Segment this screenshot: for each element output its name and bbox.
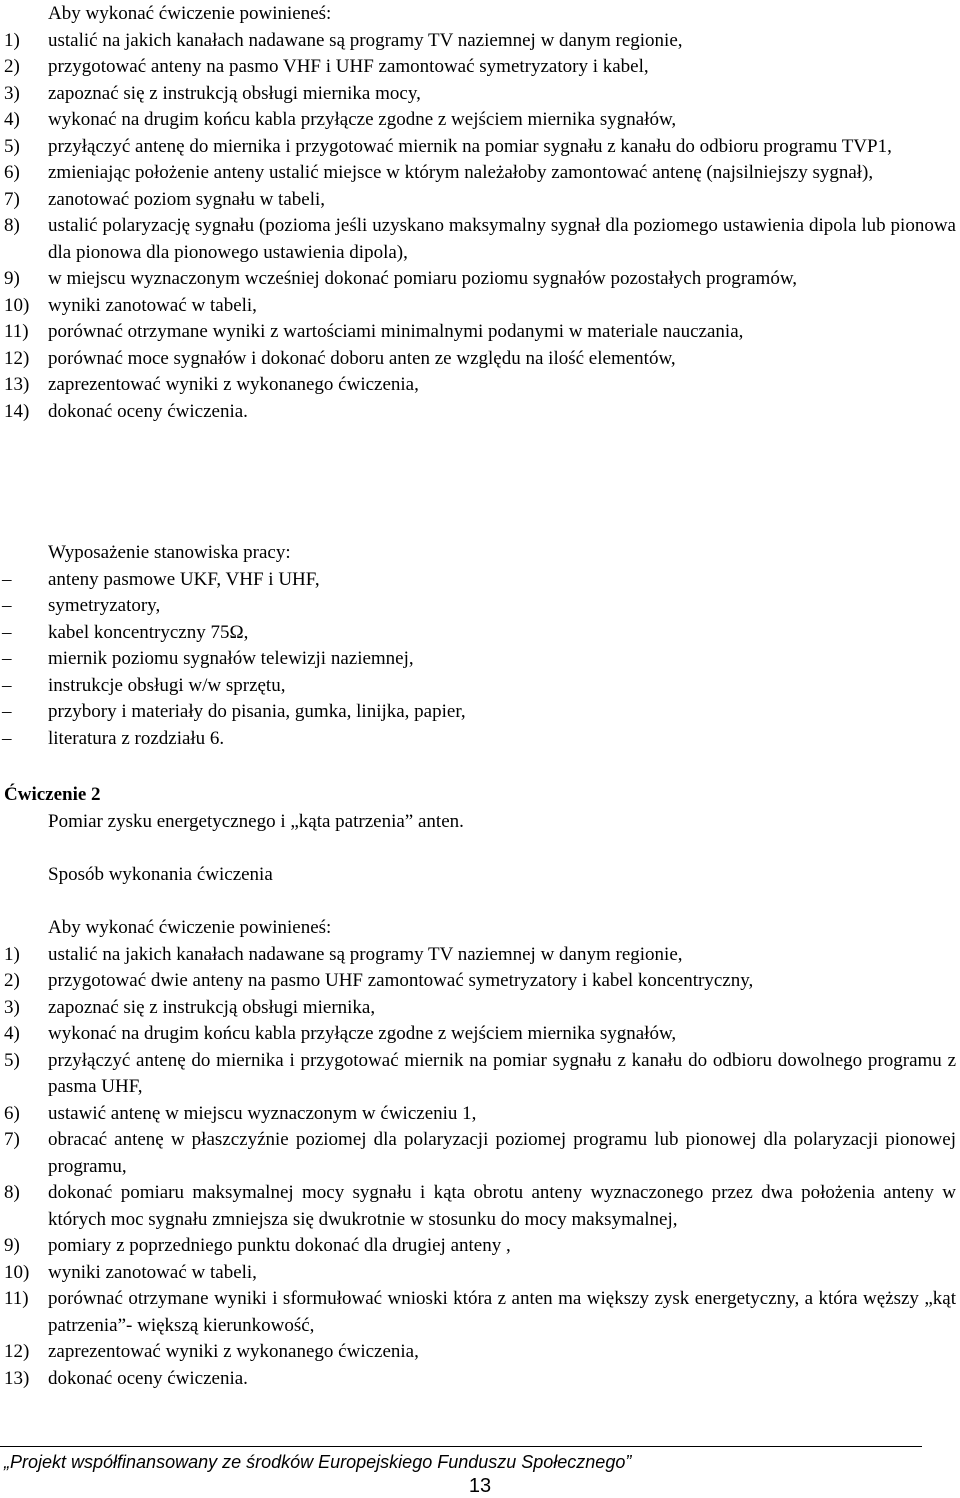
list-item-text: zaprezentować wyniki z wykonanego ćwiczenia, (48, 1341, 419, 1362)
list-item-number: 8) (4, 215, 20, 236)
equipment-item-text: miernik poziomu sygnałów telewizji naziemnej, (48, 648, 414, 669)
list-item-text: przygotować dwie anteny na pasmo UHF zamontować symetryzatory i kabel koncentryczny, (48, 970, 754, 991)
list-item-text: zanotować poziom sygnału w tabeli, (48, 188, 326, 210)
equipment-item (0, 699, 956, 726)
list-item-text: porównać otrzymane wyniki z wartościami minimalnymi podanymi w materiale nauczania, (48, 321, 744, 342)
list-item (0, 160, 956, 187)
equipment-item-text: literatura z rozdziału 6. (48, 727, 225, 749)
list-item (0, 995, 956, 1022)
instructions-intro: Aby wykonać ćwiczenie powinieneś: (48, 3, 332, 24)
footer-divider (0, 1446, 922, 1447)
list-item-number: 7) (4, 1129, 20, 1150)
list-item (0, 1286, 956, 1339)
list-item (0, 28, 956, 55)
list-item-text: pomiary z poprzedniego punktu dokonać dla drugiej anteny , (48, 1235, 511, 1256)
page-number: 13 (468, 1475, 492, 1497)
list-item-text: przyłączyć antenę do miernika i przygotować miernik na pomiar sygnału z kanału do odbioru programu TVP1, (48, 135, 892, 157)
list-item-number: 13) (4, 1367, 30, 1389)
equipment-item (0, 620, 956, 647)
list-item-number: 12) (4, 347, 30, 369)
exercise2-heading: Ćwiczenie 2 (4, 784, 101, 805)
footer (0, 1450, 956, 1474)
list-item-text: wyniki zanotować w tabeli, (48, 294, 257, 316)
list-item (0, 293, 956, 320)
list-item (0, 1048, 956, 1101)
exercise2-instructions (0, 915, 956, 1392)
list-item-text: ustalić na jakich kanałach nadawane są programy TV naziemnej w danym regionie, (48, 943, 683, 965)
list-item (0, 134, 956, 161)
dash-bullet: – (2, 727, 12, 749)
exercise2-method (0, 862, 956, 889)
dash-bullet: – (2, 674, 12, 696)
list-item-text: wyniki zanotować w tabeli, (48, 1261, 257, 1283)
list-item-number: 8) (4, 1182, 20, 1203)
dash-bullet: – (2, 701, 12, 722)
list-item-text: ustalić na jakich kanałach nadawane są programy TV naziemnej w danym regionie, (48, 29, 683, 51)
list-item-text: przyłączyć antenę do miernika i przygotować miernik na pomiar sygnału z kanału do odbioru dowolnego programu z pasma UHF, (48, 1049, 956, 1097)
list-item-number: 1) (4, 29, 20, 51)
list-item (0, 1180, 956, 1233)
dash-bullet: – (2, 595, 12, 616)
dash-bullet: – (2, 648, 12, 669)
list-item-text: zapoznać się z instrukcją obsługi miernika mocy, (48, 82, 421, 104)
list-item (0, 1101, 956, 1128)
equipment-section (0, 540, 956, 752)
list-item-number: 14) (4, 400, 30, 422)
list-item-number: 11) (4, 321, 29, 342)
exercise2-subtitle: Pomiar zysku energetycznego i „kąta patrzenia” anten. (48, 810, 464, 832)
list-item-text: zaprezentować wyniki z wykonanego ćwiczenia, (48, 374, 419, 395)
list-item (0, 1021, 956, 1048)
list-item-number: 5) (4, 135, 20, 157)
list-item-number: 3) (4, 996, 20, 1018)
equipment-list (0, 567, 956, 753)
equipment-item (0, 567, 956, 594)
list-item-number: 10) (4, 294, 30, 316)
list-item-number: 12) (4, 1341, 30, 1362)
list-item-text: porównać otrzymane wyniki i sformułować wnioski która z anten ma większy zysk energetyczny, a która węższy „kąt patrzenia”- większą kierunkowość, (48, 1288, 956, 1336)
list-item-text: w miejscu wyznaczonym wcześniej dokonać pomiaru poziomu sygnałów pozostałych programów, (48, 268, 798, 289)
list-item-number: 4) (4, 109, 20, 130)
instructions-list (0, 28, 956, 426)
list-item (0, 81, 956, 108)
exercise1-instructions (0, 1, 956, 425)
equipment-item (0, 673, 956, 700)
list-item-number: 10) (4, 1261, 30, 1283)
list-item (0, 399, 956, 426)
equipment-item (0, 593, 956, 620)
list-item-number: 1) (4, 943, 20, 965)
list-item (0, 213, 956, 266)
list-item-number: 4) (4, 1023, 20, 1044)
list-item-text: obracać antenę w płaszczyźnie poziomej dla polaryzacji poziomej programu lub pionowej dla polaryzacji pionowej programu, (48, 1129, 956, 1177)
list-item-number: 9) (4, 268, 20, 289)
dash-bullet: – (2, 568, 12, 590)
list-item-text: dokonać oceny ćwiczenia. (48, 1367, 248, 1389)
list-item (0, 1339, 956, 1366)
list-item-text: wykonać na drugim końcu kabla przyłącze zgodne z wejściem miernika sygnałów, (48, 109, 677, 130)
list-item (0, 107, 956, 134)
list-item-number: 7) (4, 188, 20, 210)
list-item-text: ustawić antenę w miejscu wyznaczonym w ćwiczeniu 1, (48, 1102, 477, 1124)
list-item-number: 6) (4, 162, 20, 183)
list-item (0, 942, 956, 969)
list-item-number: 3) (4, 82, 20, 104)
list-item (0, 319, 956, 346)
list-item-text: porównać moce sygnałów i dokonać doboru anten ze względu na ilość elementów, (48, 347, 676, 369)
list-item-text: dokonać pomiaru maksymalnej mocy sygnału i kąta obrotu anteny wyznaczonego przez dwa położenia anteny w których moc sygnału zmniejsza się dwukrotnie w stosunku do mocy maksymalnej, (48, 1182, 956, 1230)
list-item (0, 1127, 956, 1180)
list-item-text: zapoznać się z instrukcją obsługi miernika, (48, 996, 376, 1018)
list-item (0, 346, 956, 373)
equipment-item-text: symetryzatory, (48, 595, 161, 616)
equipment-item (0, 646, 956, 673)
list-item-text: dokonać oceny ćwiczenia. (48, 400, 248, 422)
list-item-number: 9) (4, 1235, 20, 1256)
exercise2-section (0, 782, 956, 835)
list-item-number: 5) (4, 1049, 20, 1071)
list-item (0, 1260, 956, 1287)
dash-bullet: – (2, 621, 12, 643)
list-item (0, 266, 956, 293)
list-item (0, 372, 956, 399)
list-item (0, 1233, 956, 1260)
equipment-item-text: kabel koncentryczny 75Ω, (48, 621, 249, 643)
list-item-number: 13) (4, 374, 30, 395)
exercise2-list (0, 942, 956, 1393)
equipment-item (0, 726, 956, 753)
equipment-item-text: anteny pasmowe UKF, VHF i UHF, (48, 568, 320, 590)
exercise2-intro: Aby wykonać ćwiczenie powinieneś: (48, 917, 332, 938)
list-item-number: 11) (4, 1288, 29, 1309)
list-item-number: 2) (4, 970, 20, 991)
equipment-title: Wyposażenie stanowiska pracy: (48, 542, 291, 563)
list-item (0, 968, 956, 995)
list-item-text: zmieniając położenie anteny ustalić miejsce w którym należałoby zamontować antenę (najsilniejszy sygnał), (48, 162, 874, 183)
list-item (0, 187, 956, 214)
method-title: Sposób wykonania ćwiczenia (48, 864, 273, 885)
equipment-item-text: przybory i materiały do pisania, gumka, linijka, papier, (48, 701, 466, 722)
list-item-number: 2) (4, 56, 20, 77)
list-item (0, 54, 956, 81)
list-item-text: przygotować anteny na pasmo VHF i UHF zamontować symetryzatory i kabel, (48, 56, 649, 77)
list-item-text: ustalić polaryzację sygnału (pozioma jeśli uzyskano maksymalny sygnał dla poziomego ustawienia dipola lub pionowa dla pionowa dla pionowego ustawienia dipola), (48, 215, 956, 263)
list-item-number: 6) (4, 1102, 20, 1124)
footer-text: „Projekt współfinansowany ze środków Europejskiego Funduszu Społecznego” (4, 1452, 632, 1472)
list-item-text: wykonać na drugim końcu kabla przyłącze zgodne z wejściem miernika sygnałów, (48, 1023, 677, 1044)
equipment-item-text: instrukcje obsługi w/w sprzętu, (48, 674, 286, 696)
list-item (0, 1366, 956, 1393)
